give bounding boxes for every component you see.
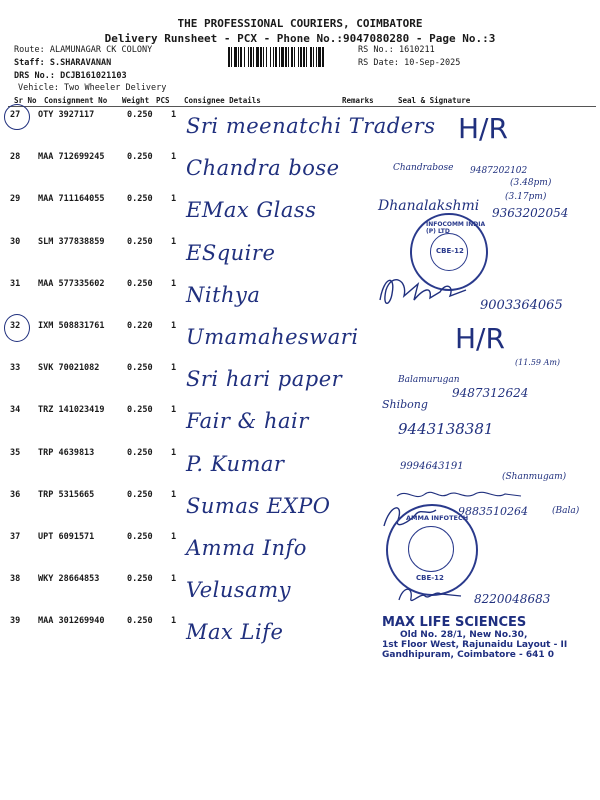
sig-36-phone: 9883510264 (458, 505, 528, 518)
barcode-bar (234, 47, 237, 67)
consignment-no: IXM 508831761 (38, 321, 105, 331)
weight: 0.250 (127, 278, 153, 289)
weight: 0.220 (127, 321, 153, 331)
sig-28-phone: 9487202102 (470, 166, 528, 176)
pieces: 1 (171, 363, 177, 374)
col-header-remarks: Remarks (342, 96, 374, 105)
barcode-bar (294, 47, 295, 67)
barcode-bar (244, 47, 245, 67)
infocomm-seal-city: CBE-12 (436, 247, 464, 255)
consignment-no: SLM 377838859 (38, 236, 105, 247)
barcode-bar (273, 47, 274, 67)
sig-36-name: (Bala) (552, 506, 580, 516)
serial-no: 29 (10, 194, 21, 205)
sig-33-time: (11.59 Am) (515, 358, 561, 367)
serial-no: 31 (10, 278, 21, 289)
consignee-name: Nithya (186, 282, 261, 307)
runsheet-subtitle: Delivery Runsheet - PCX - Phone No.:9047080280 - Page No.:3 (104, 32, 496, 45)
pieces: 1 (171, 532, 177, 542)
hr-remark-32: H/R (455, 322, 505, 355)
table-row (0, 319, 600, 361)
rs-no-line (358, 45, 435, 55)
staff-line (14, 58, 111, 68)
barcode-bar (303, 47, 305, 67)
barcode-bar (306, 47, 307, 67)
max-life-stamp (382, 615, 567, 660)
header-rule (8, 106, 596, 107)
col-header-sr: Sr No (14, 96, 37, 105)
drs-line (14, 71, 127, 81)
rs-date-line (358, 58, 460, 68)
barcode-bar (275, 47, 277, 67)
serial-no: 27 (10, 110, 21, 120)
runsheet-title: THE PROFESSIONAL COURIERS, COIMBATORE (177, 17, 423, 30)
barcode-bar (288, 47, 289, 67)
pieces: 1 (171, 574, 177, 585)
consignee-name: Sri hari paper (186, 367, 343, 392)
sig-29-name: Dhanalakshmi (378, 198, 480, 214)
sig-35-name: (Shanmugam) (502, 472, 567, 482)
rs-date-label: RS Date: (358, 58, 399, 68)
consignee-name: Sumas EXPO (186, 493, 331, 518)
col-header-seal: Seal & Signature (398, 96, 471, 105)
table-row (0, 235, 600, 277)
weight: 0.250 (127, 489, 153, 500)
consignment-no: SVK 70021082 (38, 363, 100, 374)
col-header-weight: Weight (122, 96, 150, 105)
weight: 0.250 (127, 194, 153, 205)
barcode-bar (263, 47, 264, 67)
consignee-name: Umamaheswari (186, 325, 359, 349)
signature-31 (374, 270, 474, 312)
route-value: ALAMUNAGAR CK COLONY (49, 45, 153, 55)
vehicle-line: Vehicle: Two Wheeler Delivery (18, 83, 167, 93)
consignment-no: TRP 4639813 (38, 447, 95, 458)
consignment-no: MAA 712699245 (38, 152, 105, 163)
infocomm-seal-text: INFOCOMM INDIA (P) LTD (426, 221, 486, 235)
serial-no: 34 (10, 405, 21, 416)
weight: 0.250 (127, 363, 153, 374)
col-header-pcs: PCS (156, 96, 170, 105)
pieces: 1 (171, 110, 177, 120)
weight: 0.250 (127, 110, 153, 120)
barcode-bar (238, 47, 239, 67)
consignee-name: P. Kumar (186, 451, 285, 476)
barcode-bar (250, 47, 252, 67)
weight: 0.250 (127, 405, 153, 416)
barcode-bar (270, 47, 271, 67)
consignee-name: Sri meenatchi Traders (186, 114, 436, 138)
sig-29-phone: 9363202054 (492, 206, 569, 220)
consignee-name: Amma Info (186, 536, 307, 560)
consignment-no: UPT 6091571 (38, 532, 95, 542)
col-header-consignee: Consignee Details (184, 96, 261, 105)
pieces: 1 (171, 152, 177, 163)
max-life-line-1: Old No. 28/1, New No.30, (400, 630, 528, 640)
barcode-bar (228, 47, 230, 67)
serial-27-circle (4, 104, 30, 130)
barcode-bar (231, 47, 232, 67)
rs-date-value: 10-Sep-2025 (404, 58, 461, 68)
serial-32-circle (4, 314, 30, 342)
weight: 0.250 (127, 574, 153, 585)
barcode-bar (298, 47, 299, 67)
serial-no: 30 (10, 236, 21, 247)
amma-info-seal-text: AMMA INFOTECH (406, 514, 469, 522)
drs-value: DCJB161021103 (60, 71, 127, 81)
serial-no: 38 (10, 574, 21, 585)
sig-28-name: Chandrabose (393, 163, 454, 173)
amma-info-seal-city: CBE-12 (416, 574, 444, 582)
barcode-bar (256, 47, 259, 67)
sig-34-name: Shibong (382, 398, 428, 411)
sig-34-phone-2: 9443138381 (398, 420, 494, 438)
barcode-bar (260, 47, 262, 67)
serial-no: 33 (10, 363, 21, 374)
signature-38 (395, 582, 465, 608)
barcode-bar (281, 47, 284, 67)
consignee-name: Chandra bose (186, 156, 340, 181)
sig-28-time: (3.48pm) (510, 178, 552, 188)
serial-no: 36 (10, 489, 21, 500)
weight: 0.250 (127, 532, 153, 542)
pieces: 1 (171, 405, 177, 416)
barcode-bar (266, 47, 267, 67)
barcode-bar (279, 47, 280, 67)
serial-no: 32 (10, 321, 21, 331)
consignment-no: TRZ 141023419 (38, 405, 105, 416)
weight: 0.250 (127, 152, 153, 163)
weight: 0.250 (127, 616, 153, 627)
table-row (0, 530, 600, 572)
weight: 0.250 (127, 447, 153, 458)
route-line (14, 45, 152, 55)
consignee-name: ESquire (186, 240, 276, 265)
max-life-line-3: Gandhipuram, Coimbatore - 641 0 (382, 650, 555, 660)
staff-value: S.SHARAVANAN (49, 58, 112, 68)
consignment-no: OTY 3927117 (38, 110, 95, 120)
sig-38-phone: 8220048683 (474, 592, 551, 606)
consignment-no: TRP 5315665 (38, 489, 95, 500)
consignee-name: Max Life (186, 620, 284, 645)
table-row (0, 403, 600, 445)
consignment-no: MAA 711164055 (38, 194, 105, 205)
sig-31-phone: 9003364065 (480, 298, 563, 313)
weight: 0.250 (127, 236, 153, 247)
sig-29-time: (3.17pm) (505, 192, 547, 202)
sig-35-phone: 9994643191 (400, 461, 464, 472)
max-life-line-2: 1st Floor West, Rajunaidu Layout - II (382, 640, 568, 650)
table-row (0, 108, 600, 150)
consignee-name: Fair & hair (186, 409, 309, 434)
consignment-no: MAA 577335602 (38, 278, 105, 289)
barcode-bar (316, 47, 317, 67)
barcode-bar (300, 47, 302, 67)
drs-label: DRS No.: (14, 71, 55, 81)
serial-no: 35 (10, 447, 21, 458)
pieces: 1 (171, 489, 177, 500)
barcode-bar (322, 47, 324, 67)
max-life-name: MAX LIFE SCIENCES (382, 615, 527, 630)
consignment-no: WKY 28664853 (38, 574, 100, 585)
serial-no: 37 (10, 532, 21, 542)
barcode-bar (253, 47, 254, 67)
col-header-consignment: Consignment No (44, 96, 108, 105)
staff-label: Staff: (14, 58, 45, 68)
hr-remark-27: H/R (458, 112, 508, 145)
barcode-bar (313, 47, 314, 67)
consignment-no: MAA 301269940 (38, 616, 105, 627)
route-label: Route: (14, 45, 45, 55)
pieces: 1 (171, 194, 177, 205)
barcode-bar (285, 47, 287, 67)
barcode-bar (240, 47, 242, 67)
rs-no-value: 1610211 (398, 45, 435, 55)
serial-no: 28 (10, 152, 21, 163)
consignee-name: EMax Glass (186, 198, 317, 223)
sig-33-name: Balamurugan (398, 375, 460, 385)
sig-34-phone-1: 9487312624 (452, 386, 529, 400)
barcode (228, 47, 352, 67)
barcode-bar (310, 47, 312, 67)
consignee-name: Velusamy (186, 578, 291, 603)
serial-no: 39 (10, 616, 21, 627)
pieces: 1 (171, 616, 177, 627)
barcode-bar (291, 47, 293, 67)
pieces: 1 (171, 447, 177, 458)
pieces: 1 (171, 321, 177, 331)
barcode-bar (318, 47, 321, 67)
pieces: 1 (171, 236, 177, 247)
rs-no-label: RS No.: (358, 45, 394, 55)
pieces: 1 (171, 278, 177, 289)
barcode-bar (248, 47, 249, 67)
